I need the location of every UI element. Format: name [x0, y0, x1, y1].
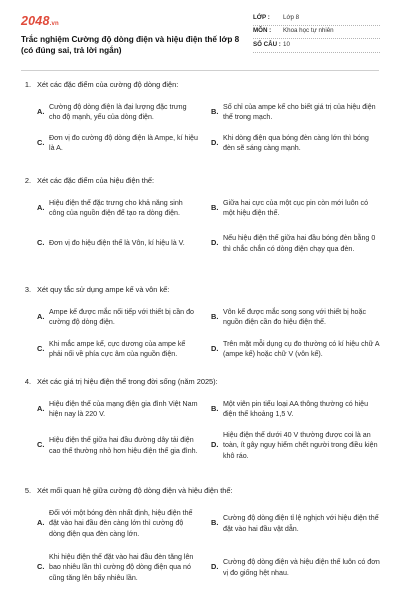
logo-text: 2048	[21, 14, 50, 28]
logo-tld: .vn	[49, 21, 59, 27]
option-a[interactable]	[37, 196, 210, 220]
question-number: 3.	[24, 285, 31, 294]
question-text: Xét các giá trị hiệu điện thế trong đời sống (năm 2025):	[37, 377, 218, 386]
meta-value: Lớp 8	[283, 13, 300, 21]
option-text: Khi dòng điện qua bóng đèn càng lớn thì bóng đèn sẽ sáng càng mạnh.	[223, 133, 369, 152]
option-a[interactable]	[37, 506, 210, 541]
meta-key: MÔN :	[253, 27, 272, 35]
option-a[interactable]	[37, 305, 210, 329]
option-text: Khi mắc ampe kế, cực dương của ampe kế phải nối về phía cực âm của nguồn điện.	[49, 339, 186, 358]
question-text: Xét các đặc điểm của cường độ dòng điện:	[37, 80, 179, 89]
option-letter: D.	[211, 137, 219, 147]
option-text: Cường độ dòng điện là đại lượng đặc trưng cho độ mạnh, yếu của dòng điện.	[49, 102, 187, 121]
option-c[interactable]	[37, 428, 210, 463]
page-header	[0, 0, 400, 70]
option-text: Đối với một bóng đèn nhất định, hiệu điện thế đặt vào hai đầu đèn càng lớn thì cường độ dòng điện qua đèn càng lớn.	[49, 509, 193, 538]
meta-value: 10	[283, 40, 290, 48]
option-c[interactable]	[37, 550, 210, 585]
option-text: Vôn kế được mắc song song với thiết bị hoặc nguồn điện cần đo hiệu điện thế.	[223, 307, 366, 326]
option-b[interactable]	[211, 305, 384, 329]
option-letter: A.	[37, 106, 45, 116]
option-b[interactable]	[211, 196, 384, 220]
question-number: 1.	[24, 80, 31, 89]
question-stem	[21, 176, 383, 188]
question-text: Xét các đặc điểm của hiệu điện thế:	[37, 176, 155, 185]
option-text: Hiệu điện thế giữa hai đầu đường dây tải điện cao thế thường nhỏ hơn hiệu điện thế gia đình.	[49, 436, 198, 455]
option-letter: B.	[211, 202, 219, 212]
option-letter: B.	[211, 518, 219, 528]
option-letter: C.	[37, 238, 45, 248]
option-b[interactable]	[211, 506, 384, 541]
option-letter: A.	[37, 518, 45, 528]
meta-value: Khoa học tự nhiên	[283, 27, 334, 35]
option-text: Hiệu điện thế của mạng điện gia đình Việt Nam hiện nay là 220 V.	[49, 399, 198, 418]
option-text: Hiệu điện thế đặc trưng cho khả năng sinh công của nguồn điện để tạo ra dòng điện.	[49, 198, 183, 217]
option-d[interactable]	[211, 131, 384, 155]
option-d[interactable]	[211, 226, 384, 261]
option-d[interactable]	[211, 337, 384, 361]
option-letter: A.	[37, 202, 45, 212]
question-text: Xét quy tắc sử dụng ampe kế và vôn kế:	[37, 285, 170, 294]
option-a[interactable]	[37, 397, 210, 421]
option-text: Khi hiệu điện thế đặt vào hai đầu đèn tăng lên bao nhiêu lần thì cường độ dòng điện qua nó cũng tăng lên bấy nhiêu lần.	[49, 553, 194, 582]
option-letter: D.	[211, 238, 219, 248]
meta-row-grade	[253, 12, 380, 26]
question-stem	[21, 377, 383, 389]
meta-table	[253, 12, 380, 53]
question-3	[21, 285, 383, 358]
meta-key: LỚP :	[253, 13, 270, 21]
question-number: 2.	[24, 176, 31, 185]
option-b[interactable]	[211, 397, 384, 421]
option-letter: C.	[37, 440, 45, 450]
question-1	[21, 80, 383, 152]
option-letter: B.	[211, 106, 219, 116]
document-title: Trắc nghiệm Cường độ dòng điện và hiệu điện thế lớp 8 (có đúng sai, trả lời ngắn)	[21, 35, 240, 56]
option-c[interactable]	[37, 131, 210, 155]
option-letter: D.	[211, 343, 219, 353]
question-stem	[21, 285, 383, 297]
option-letter: C.	[37, 343, 45, 353]
question-2	[21, 176, 383, 253]
option-d[interactable]	[211, 428, 384, 463]
site-logo[interactable]	[21, 13, 59, 31]
option-c[interactable]	[37, 226, 210, 261]
meta-row-count	[253, 39, 380, 53]
question-text: Xét mối quan hệ giữa cường độ dòng điện và hiệu điện thế:	[37, 486, 233, 495]
option-b[interactable]	[211, 100, 384, 124]
option-text: Giữa hai cực của một cục pin còn mới luôn có một hiệu điện thế.	[223, 198, 369, 217]
option-text: Số chỉ của ampe kế cho biết giá trị của hiệu điện thế trong mạch.	[223, 102, 376, 121]
question-stem	[21, 486, 383, 498]
option-c[interactable]	[37, 337, 210, 361]
option-text: Cường độ dòng điện tỉ lệ nghịch với hiệu điện thế đặt vào hai đầu vật dẫn.	[223, 514, 379, 533]
option-letter: D.	[211, 440, 219, 450]
option-letter: C.	[37, 137, 45, 147]
meta-row-subject	[253, 26, 380, 40]
question-stem	[21, 80, 383, 92]
question-5	[21, 486, 383, 582]
option-text: Trên mặt mỗi dụng cụ đo thường có kí hiệu chữ A (ampe kế) hoặc chữ V (vôn kế).	[223, 339, 380, 358]
option-text: Đơn vị đo cường độ dòng điện là Ampe, kí hiệu là A.	[49, 133, 198, 152]
option-text: Ampe kế được mắc nối tiếp với thiết bị cần đo cường độ dòng điện.	[49, 307, 194, 326]
question-4	[21, 377, 383, 460]
meta-key: SỐ CÂU :	[253, 40, 281, 48]
header-divider	[21, 70, 379, 71]
option-letter: C.	[37, 562, 45, 572]
option-text: Nếu hiệu điện thế giữa hai đầu bóng đèn bằng 0 thì chắc chắn có dòng điện chạy qua đèn.	[223, 234, 376, 253]
option-text: Hiệu điện thế dưới 40 V thường được coi là an toàn, ít gây nguy hiểm chết người trong điều kiện khô ráo.	[223, 431, 378, 460]
question-number: 5.	[24, 486, 31, 495]
option-d[interactable]	[211, 550, 384, 585]
option-letter: B.	[211, 311, 219, 321]
option-a[interactable]	[37, 100, 210, 124]
option-letter: A.	[37, 311, 45, 321]
option-text: Một viên pin tiểu loại AA thông thường có hiệu điện thế khoảng 1,5 V.	[223, 399, 369, 418]
option-letter: B.	[211, 403, 219, 413]
option-letter: A.	[37, 403, 45, 413]
option-text: Cường độ dòng điện và hiệu điện thế luôn có đơn vị đo giống hệt nhau.	[223, 558, 380, 577]
option-text: Đơn vị đo hiệu điện thế là Vôn, kí hiệu là V.	[49, 239, 185, 248]
option-letter: D.	[211, 562, 219, 572]
question-number: 4.	[24, 377, 31, 386]
